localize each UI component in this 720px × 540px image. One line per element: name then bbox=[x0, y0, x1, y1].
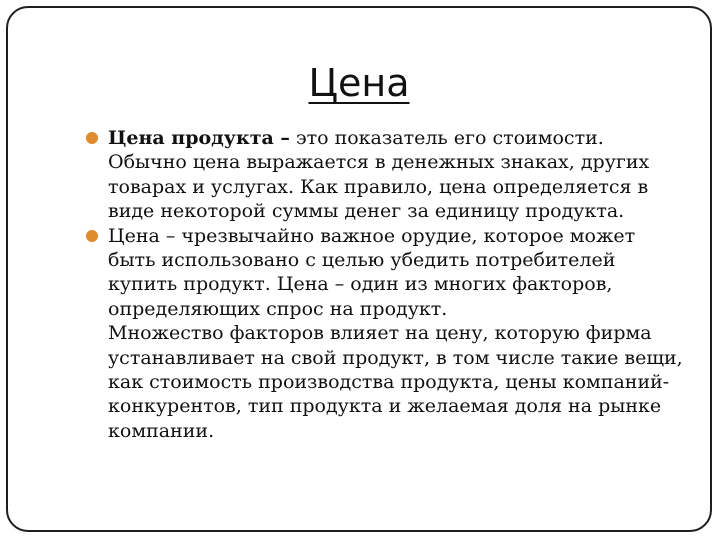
orange-bullet-icon bbox=[86, 132, 98, 144]
orange-bullet-icon bbox=[86, 230, 98, 242]
bullet-item-price-definition bbox=[108, 126, 688, 224]
bullet-text: Цена – чрезвычайно важное орудие, которое может быть использовано с целью убедить потребителей купить продукт. Цена – один из многих факторов, определяющих спрос на продукт. bbox=[108, 224, 636, 320]
paragraph-price-factors: Множество факторов влияет на цену, которую фирма устанавливает на свой продукт, в том числе такие вещи, как стоимость производства продукта, цены компаний-конкурентов, тип продукта и желаемая доля на рынке компании. bbox=[108, 322, 683, 442]
slide-content bbox=[108, 126, 688, 443]
slide-frame bbox=[6, 6, 712, 532]
bullet-lead-text: Цена продукта – bbox=[108, 127, 290, 149]
slide-title-text: Цена bbox=[308, 61, 410, 105]
bullet-item-price-importance bbox=[108, 224, 688, 322]
bullet-text: это показатель его стоимости. Обычно цена выражается в денежных знаках, других товарах и услугах. Как правило, цена определяется в виде некоторой суммы денег за единицу продукта. bbox=[108, 127, 650, 223]
slide-title bbox=[8, 60, 710, 106]
